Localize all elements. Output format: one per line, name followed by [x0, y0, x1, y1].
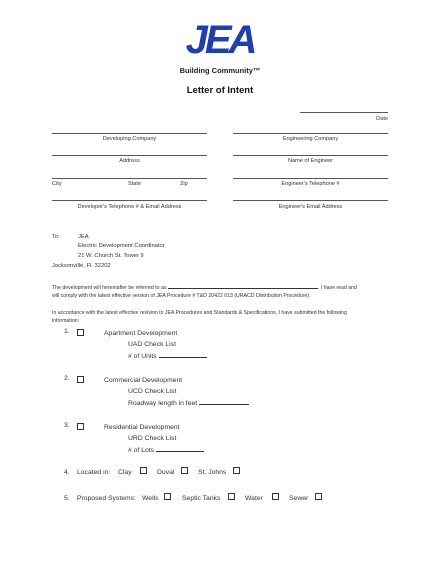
roadway-input-line[interactable] [199, 398, 249, 405]
state-label: State [128, 181, 142, 187]
para2-line2: information: [52, 317, 80, 324]
item2-title: Commercial Development [104, 377, 183, 384]
item2-sub2-label: Roadway length in feet [128, 400, 198, 407]
item1-sub1: UAD Check List [128, 341, 176, 348]
developing-company-line[interactable] [52, 133, 207, 134]
systems-water-checkbox[interactable] [272, 493, 279, 500]
systems-option-sewer: Sewer [289, 495, 309, 502]
item3-checkbox[interactable] [77, 423, 84, 430]
located-clay-checkbox[interactable] [140, 467, 147, 474]
item3-sub2 [128, 445, 204, 454]
located-option-stjohns: St. Johns [198, 469, 227, 476]
item1-sub2 [128, 351, 207, 360]
recipient-line2: Electric Development Coordinator [78, 243, 165, 249]
address-label: Address [119, 158, 140, 164]
engineering-company-label: Engineering Company [282, 136, 339, 142]
located-option-duval: Duval [157, 469, 175, 476]
located-option-clay: Clay [118, 469, 132, 476]
zip-label: Zip [180, 181, 188, 187]
systems-sewer-checkbox[interactable] [315, 493, 322, 500]
engineer-name-line[interactable] [233, 155, 388, 156]
engineer-name-label: Name of Engineer [287, 158, 334, 164]
para2-line1: In accordance with the latest effective revision to JEA Procedures and Standards & Specifications, I have submitted the following [52, 310, 347, 316]
recipient-line3: 21 W. Church St. Tower 9 [78, 253, 144, 259]
recipient-line4: Jacksonville, Fl. 32202 [52, 263, 111, 269]
item2-sub1: UCD Check List [128, 388, 177, 395]
logo-text: JEA [185, 18, 255, 62]
item1-title: Apartment Development [104, 330, 178, 337]
item1-sub2-label: # of Units [128, 353, 157, 360]
item1-number: 1. [64, 328, 70, 335]
jea-logo [0, 20, 440, 60]
systems-label: Proposed Systems: [77, 495, 136, 502]
engineering-company-line[interactable] [233, 133, 388, 134]
systems-option-wells: Wells [142, 495, 159, 502]
located-label: Located in: [77, 469, 111, 476]
systems-option-septic: Septic Tanks [182, 495, 221, 502]
systems-septic-checkbox[interactable] [228, 493, 235, 500]
developer-telephone-line[interactable] [52, 200, 207, 201]
page-title: Letter of Intent [186, 85, 254, 96]
recipient-line1: JEA [78, 234, 89, 240]
city-state-zip-line[interactable] [52, 178, 207, 179]
developer-telephone-label: Developer's Telephone # & Email Address [77, 204, 182, 210]
located-duval-checkbox[interactable] [181, 467, 188, 474]
city-label: City [52, 181, 62, 187]
engineer-email-label: Engineer's Email Address [278, 204, 343, 210]
para1-end: . I have read and [317, 285, 357, 291]
developing-company-label: Developing Company [102, 136, 157, 142]
item5-number: 5. [64, 495, 70, 502]
systems-option-water: Water [245, 495, 263, 502]
paragraph-accordance [52, 310, 392, 325]
date-label: Date [376, 116, 388, 122]
item3-number: 3. [64, 422, 70, 429]
systems-wells-checkbox[interactable] [164, 493, 171, 500]
lots-input-line[interactable] [156, 445, 204, 452]
date-line[interactable] [300, 112, 388, 113]
development-name-line[interactable] [168, 282, 318, 289]
item4-number: 4. [64, 469, 70, 476]
engineer-email-line[interactable] [233, 200, 388, 201]
address-line[interactable] [52, 155, 207, 156]
para1-start: The development will hereinafter be referred to as [52, 285, 167, 291]
units-input-line[interactable] [159, 351, 207, 358]
item3-title: Residential Development [104, 424, 180, 431]
para1-line2: will comply with the latest effective version of JEA Procedure # T&D 20422 013 (URACD Distribution Procedure). [52, 292, 311, 299]
engineer-telephone-label: Engineer's Telephone # [281, 181, 340, 187]
item2-sub2 [128, 398, 249, 407]
engineer-telephone-line[interactable] [233, 178, 388, 179]
tagline: Building Community™ [179, 66, 261, 75]
item3-sub2-label: # of Lots [128, 447, 155, 454]
item2-checkbox[interactable] [77, 376, 84, 383]
item3-sub1: URD Check List [128, 435, 177, 442]
paragraph-development [52, 282, 392, 300]
located-stjohns-checkbox[interactable] [233, 467, 240, 474]
item2-number: 2. [64, 375, 70, 382]
to-label: To: [52, 234, 60, 240]
item1-checkbox[interactable] [77, 329, 84, 336]
